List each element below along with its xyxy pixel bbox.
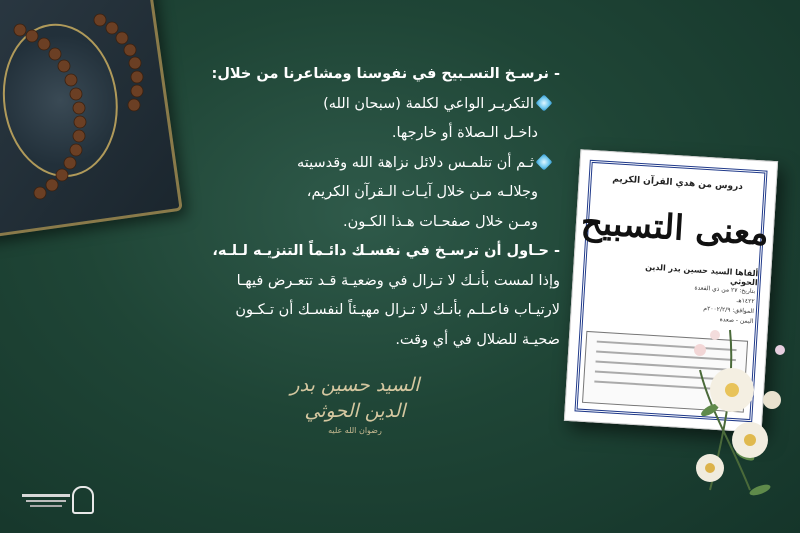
flowers-image	[640, 290, 800, 533]
main-text-block	[150, 60, 560, 355]
booklet-date-hijri: بتاريخ: ٢٧ من ذي القعدة ١٤٢٢هـ	[694, 284, 756, 306]
point1-line2: داخـل الـصلاة أو خارجها.	[391, 125, 538, 141]
advice-line4: ضحيـة للضلال في أي وقت.	[395, 331, 560, 348]
point2-line1-text: ثـم أن تتلمـس دلائل نزاهة الله وقدسيته	[296, 154, 534, 171]
foundation-logo-icon	[22, 484, 92, 520]
point2-line1	[150, 149, 560, 179]
signature-subtitle: رضوان الله عليه	[328, 426, 382, 435]
blue-diamond-icon	[536, 153, 553, 170]
blue-diamond-icon	[536, 94, 553, 111]
point2-line2: وجلالـه مـن خلال آيـات الـقرآن الكريم،	[306, 184, 538, 200]
advice-line3: لارتيـاب فاعـلـم بأنـك لا تـزال مهيـئاً لنفسـك أن تـكـون	[235, 302, 560, 318]
booklet-location: اليمن - صعدة	[719, 316, 754, 326]
point1-line1-text: التكريـر الواعي لكلمة (سبحان الله)	[323, 95, 534, 112]
advice-line1: - حـاول أن ترسـخ في نفسـك دائـماً التنزيـه لـلـه،	[212, 243, 560, 259]
advice-line2: وإذا لمست بأنـك لا تـزال في وضعيـة قـد تتعـرض فيهـا	[236, 272, 560, 289]
heading-line: - نرسـخ التسـبيح في نفوسنا ومشاعرنا من خلال:	[211, 66, 560, 82]
point1-line1	[150, 90, 560, 120]
point2-line3: ومـن خلال صفحـات هـذا الكـون.	[343, 213, 538, 230]
signature-name: السيد حسين بدر الدين الحوثي	[290, 374, 420, 422]
booklet-date-gregorian: الموافق: ٢٠٠٢/٢/٩م	[703, 305, 755, 316]
booklet-title: معنى التسبيح	[579, 202, 770, 254]
booklet-series: دروس من هدي القرآن الكريم	[612, 174, 744, 193]
signature	[270, 372, 440, 435]
booklet-author: ألقاها السيد حسين بدر الدين الحوثي	[644, 262, 759, 288]
